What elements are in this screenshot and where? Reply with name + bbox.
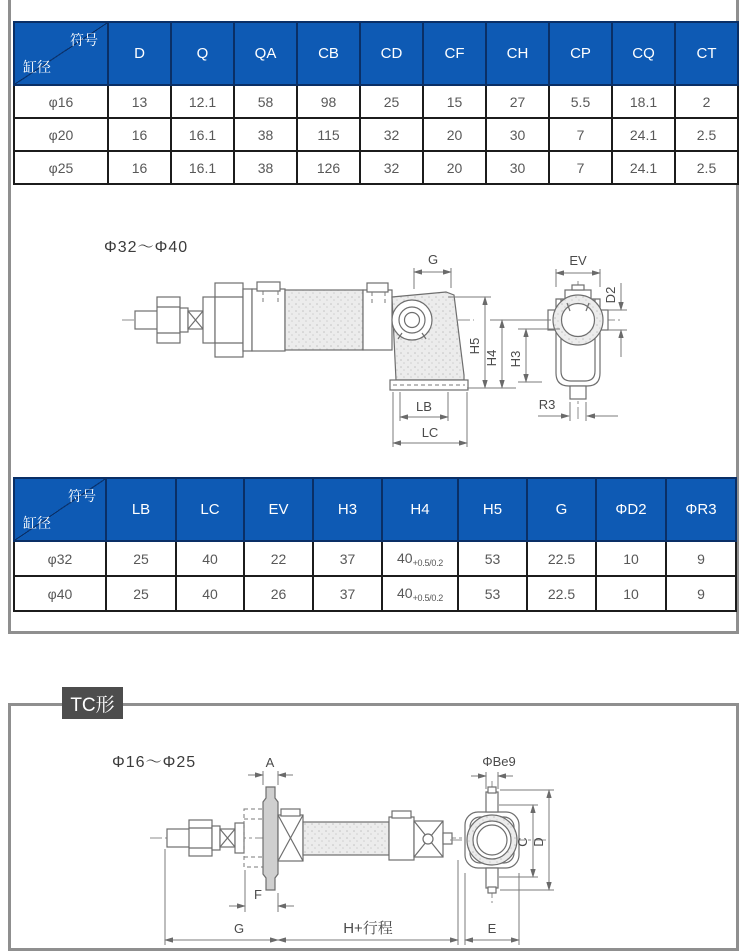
table-row — [14, 576, 736, 611]
dim-label-lb: LB — [416, 399, 432, 414]
cell: 5.5 — [549, 85, 612, 118]
cell: 7 — [549, 118, 612, 151]
table-header-row — [14, 22, 738, 85]
dim-label-r3: R3 — [538, 397, 556, 412]
cell: 16 — [108, 151, 171, 184]
col-header: D — [108, 22, 171, 85]
corner-bore-label: 缸径 — [23, 59, 51, 75]
row-label: φ20 — [14, 118, 108, 151]
col-header: LB — [106, 478, 176, 541]
cell: 25 — [360, 85, 423, 118]
cell: 2 — [675, 85, 738, 118]
col-header: CB — [297, 22, 360, 85]
cell: 12.1 — [171, 85, 234, 118]
cell: 22.5 — [527, 576, 596, 611]
corner-cell — [14, 22, 108, 85]
col-header: H5 — [458, 478, 527, 541]
table-row — [14, 541, 736, 576]
col-header: CQ — [612, 22, 675, 85]
col-header: H4 — [382, 478, 458, 541]
dim-label-h3: H3 — [508, 350, 523, 368]
cell: 25 — [106, 541, 176, 576]
cell: 58 — [234, 85, 297, 118]
dim-label-e: E — [487, 921, 497, 936]
row-label: φ16 — [14, 85, 108, 118]
cell: 38 — [234, 118, 297, 151]
end-view-dimensions — [467, 253, 627, 421]
col-header: CH — [486, 22, 549, 85]
tol-sub: +0.5/0.2 — [412, 592, 443, 603]
cell: 24.1 — [612, 118, 675, 151]
cell: 2.5 — [675, 118, 738, 151]
tc-type-badge: TC形 — [62, 687, 123, 719]
corner-bore-label: 缸径 — [23, 515, 51, 531]
dim-label-g: G — [233, 921, 245, 936]
dim-label-lc: LC — [421, 425, 439, 440]
col-header: G — [527, 478, 596, 541]
cell: 98 — [297, 85, 360, 118]
cell: 32 — [360, 118, 423, 151]
col-header: LC — [176, 478, 244, 541]
cell: 30 — [486, 118, 549, 151]
cell: 16.1 — [171, 151, 234, 184]
cell: 13 — [108, 85, 171, 118]
diagram1-drawing — [70, 225, 650, 465]
col-header: H3 — [313, 478, 382, 541]
dim-label-h-stroke: H+行程 — [343, 920, 393, 937]
dim-label-ev: EV — [569, 253, 587, 268]
col-header: CD — [360, 22, 423, 85]
dim-label-be9: ΦBe9 — [482, 754, 516, 769]
cell: 16.1 — [171, 118, 234, 151]
diagram2-drawing — [100, 745, 570, 951]
cell: 22 — [244, 541, 313, 576]
table-header-row — [14, 478, 736, 541]
cell: 9 — [666, 541, 736, 576]
cell: 38 — [234, 151, 297, 184]
dim-label-f: F — [254, 887, 262, 902]
col-header: CP — [549, 22, 612, 85]
col-header: ΦD2 — [596, 478, 666, 541]
cell: 27 — [486, 85, 549, 118]
cell-h4-tolerance — [382, 576, 458, 611]
cell: 24.1 — [612, 151, 675, 184]
col-header: QA — [234, 22, 297, 85]
flange-plate — [263, 787, 278, 890]
cell: 30 — [486, 151, 549, 184]
dim-label-c: C — [515, 837, 530, 847]
dim-label-h5: H5 — [467, 337, 482, 355]
cell: 25 — [106, 576, 176, 611]
cell: 22.5 — [527, 541, 596, 576]
diagram1-title: Φ32～Φ40 — [104, 239, 189, 256]
cell: 26 — [244, 576, 313, 611]
cell: 40 — [176, 576, 244, 611]
cell: 16 — [108, 118, 171, 151]
row-label: φ40 — [14, 576, 106, 611]
diagram2-title: Φ16～Φ25 — [112, 754, 197, 771]
tol-sub: +0.5/0.2 — [412, 557, 443, 568]
col-header: Q — [171, 22, 234, 85]
cell: 126 — [297, 151, 360, 184]
cell: 9 — [666, 576, 736, 611]
cylinder-side-view — [122, 282, 474, 390]
cell: 37 — [313, 576, 382, 611]
dim-label-g: G — [427, 252, 439, 267]
tol-main: 40 — [397, 549, 413, 566]
row-label: φ32 — [14, 541, 106, 576]
cell: 115 — [297, 118, 360, 151]
dimension-table-1 — [13, 21, 739, 185]
corner-symbol-label: 符号 — [70, 32, 98, 48]
tc-cylinder-side-view — [150, 787, 462, 890]
table-row — [14, 151, 738, 184]
cell: 7 — [549, 151, 612, 184]
dim-label-d: D — [531, 837, 546, 847]
col-header: ΦR3 — [666, 478, 736, 541]
col-header: EV — [244, 478, 313, 541]
cell: 40 — [176, 541, 244, 576]
cell: 37 — [313, 541, 382, 576]
table-row — [14, 85, 738, 118]
cell: 15 — [423, 85, 486, 118]
cell: 10 — [596, 541, 666, 576]
dim-label-h4: H4 — [484, 349, 499, 367]
cell: 2.5 — [675, 151, 738, 184]
dimension-table-2 — [13, 477, 737, 612]
table-row — [14, 118, 738, 151]
cell: 32 — [360, 151, 423, 184]
dim-label-a: A — [265, 755, 275, 770]
tol-main: 40 — [397, 584, 413, 601]
corner-cell — [14, 478, 106, 541]
cell: 10 — [596, 576, 666, 611]
dim-label-d2: D2 — [603, 286, 618, 304]
row-label: φ25 — [14, 151, 108, 184]
cell: 53 — [458, 541, 527, 576]
corner-symbol-label: 符号 — [68, 488, 96, 504]
cell: 53 — [458, 576, 527, 611]
cell: 20 — [423, 118, 486, 151]
cell-h4-tolerance — [382, 541, 458, 576]
col-header: CF — [423, 22, 486, 85]
col-header: CT — [675, 22, 738, 85]
cell: 20 — [423, 151, 486, 184]
cell: 18.1 — [612, 85, 675, 118]
